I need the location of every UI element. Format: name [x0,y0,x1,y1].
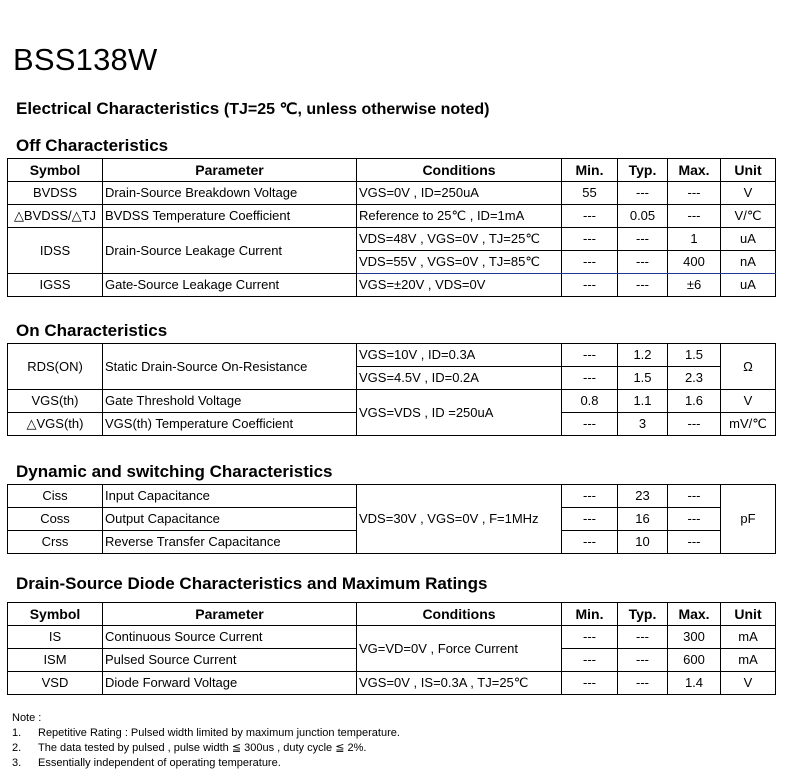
parameter-cell: VGS(th) Temperature Coefficient [103,413,357,436]
diode-section-title: Drain-Source Diode Characteristics and Maximum Ratings [16,574,488,593]
symbol-cell: Coss [8,508,103,531]
parameter-cell: Continuous Source Current [103,626,357,649]
unit-cell: uA [721,228,776,251]
unit-cell: V [721,672,776,695]
min-cell: 55 [562,182,618,205]
electrical-title-text: Electrical Characteristics [16,99,220,118]
table-row [8,672,776,695]
table-header-row [8,159,776,182]
header-conditions: Conditions [357,159,562,182]
table-row [8,626,776,649]
dynamic-section-title: Dynamic and switching Characteristics [16,462,333,481]
max-cell: --- [668,485,721,508]
typ-cell: 16 [618,508,668,531]
max-cell: 1 [668,228,721,251]
header-symbol: Symbol [8,603,103,626]
table-row [8,344,776,367]
header-parameter: Parameter [103,603,357,626]
notes-block [12,711,400,771]
parameter-cell: Static Drain-Source On-Resistance [103,344,357,390]
unit-cell: mA [721,626,776,649]
min-cell: --- [562,508,618,531]
on-section-title: On Characteristics [16,321,168,340]
unit-cell: mA [721,649,776,672]
parameter-cell: Gate-Source Leakage Current [103,274,357,297]
symbol-cell: IDSS [8,228,103,274]
table-row [8,485,776,508]
unit-cell: uA [721,274,776,297]
conditions-cell: VGS=±20V , VDS=0V [357,274,562,297]
off-characteristics-table [7,158,776,297]
max-cell: 600 [668,649,721,672]
parameter-cell: Reverse Transfer Capacitance [103,531,357,554]
max-cell: --- [668,205,721,228]
symbol-cell: IGSS [8,274,103,297]
header-parameter: Parameter [103,159,357,182]
symbol-cell: VGS(th) [8,390,103,413]
min-cell: --- [562,413,618,436]
symbol-cell: ISM [8,649,103,672]
typ-cell: --- [618,228,668,251]
header-conditions: Conditions [357,603,562,626]
symbol-cell: BVDSS [8,182,103,205]
symbol-cell: Crss [8,531,103,554]
typ-cell: --- [618,182,668,205]
max-cell: --- [668,531,721,554]
conditions-cell: VGS=10V , ID=0.3A [357,344,562,367]
symbol-cell: Ciss [8,485,103,508]
min-cell: --- [562,531,618,554]
note-text: The data tested by pulsed , pulse width ≦ 300us , duty cycle ≦ 2%. [38,742,367,754]
conditions-cell: VGS=0V , IS=0.3A , TJ=25℃ [357,672,562,695]
min-cell: --- [562,251,618,274]
min-cell: --- [562,672,618,695]
typ-cell: 1.5 [618,367,668,390]
parameter-cell: Diode Forward Voltage [103,672,357,695]
max-cell: 400 [668,251,721,274]
conditions-cell: VG=VD=0V , Force Current [357,626,562,672]
unit-cell: Ω [721,344,776,390]
parameter-cell: Output Capacitance [103,508,357,531]
table-header-row [8,603,776,626]
symbol-cell: △BVDSS/△TJ [8,205,103,228]
min-cell: --- [562,626,618,649]
max-cell: 2.3 [668,367,721,390]
conditions-cell: VDS=55V , VGS=0V , TJ=85℃ [357,251,562,274]
typ-cell: 10 [618,531,668,554]
max-cell: 300 [668,626,721,649]
min-cell: --- [562,344,618,367]
parameter-cell: Drain-Source Leakage Current [103,228,357,274]
on-characteristics-table [7,343,776,436]
header-unit: Unit [721,603,776,626]
note-number: 2. [12,742,22,754]
note-text: Repetitive Rating : Pulsed width limited by maximum junction temperature. [38,727,400,739]
min-cell: --- [562,228,618,251]
typ-cell: --- [618,274,668,297]
note-number: 3. [12,757,22,769]
symbol-cell: IS [8,626,103,649]
unit-cell: V/℃ [721,205,776,228]
symbol-cell: △VGS(th) [8,413,103,436]
off-section-title: Off Characteristics [16,136,169,155]
note-text: Essentially independent of operating temperature. [38,757,281,769]
min-cell: --- [562,649,618,672]
max-cell: 1.4 [668,672,721,695]
header-symbol: Symbol [8,159,103,182]
unit-cell: mV/℃ [721,413,776,436]
max-cell: ±6 [668,274,721,297]
conditions-cell: VGS=0V , ID=250uA [357,182,562,205]
dynamic-characteristics-table [7,484,776,554]
typ-cell: 23 [618,485,668,508]
max-cell: --- [668,508,721,531]
note-item [12,756,400,771]
note-item [12,741,400,756]
max-cell: --- [668,182,721,205]
unit-cell: nA [721,251,776,274]
typ-cell: --- [618,672,668,695]
conditions-cell: VDS=48V , VGS=0V , TJ=25℃ [357,228,562,251]
header-min: Min. [562,603,618,626]
typ-cell: --- [618,649,668,672]
note-number: 1. [12,727,22,739]
typ-cell: 3 [618,413,668,436]
typ-cell: --- [618,626,668,649]
note-item [12,726,400,741]
typ-cell: 0.05 [618,205,668,228]
unit-cell: pF [721,485,776,554]
min-cell: --- [562,485,618,508]
parameter-cell: Pulsed Source Current [103,649,357,672]
header-typ: Typ. [618,159,668,182]
unit-cell: V [721,390,776,413]
electrical-title-note: (TJ=25 ℃, unless otherwise noted) [223,101,490,118]
conditions-cell: VGS=4.5V , ID=0.2A [357,367,562,390]
header-max: Max. [668,159,721,182]
typ-cell: --- [618,251,668,274]
parameter-cell: Input Capacitance [103,485,357,508]
parameter-cell: Drain-Source Breakdown Voltage [103,182,357,205]
parameter-cell: Gate Threshold Voltage [103,390,357,413]
part-number: BSS138W [13,42,158,77]
max-cell: 1.6 [668,390,721,413]
min-cell: --- [562,367,618,390]
min-cell: --- [562,274,618,297]
table-row [8,274,776,297]
electrical-characteristics-title [16,98,490,121]
conditions-cell: VDS=30V , VGS=0V , F=1MHz [357,485,562,554]
table-row [8,390,776,413]
symbol-cell: VSD [8,672,103,695]
header-max: Max. [668,603,721,626]
header-unit: Unit [721,159,776,182]
typ-cell: 1.1 [618,390,668,413]
header-typ: Typ. [618,603,668,626]
symbol-cell: RDS(ON) [8,344,103,390]
max-cell: --- [668,413,721,436]
conditions-cell: Reference to 25℃ , ID=1mA [357,205,562,228]
notes-label: Note : [12,712,42,724]
table-row [8,182,776,205]
min-cell: --- [562,205,618,228]
unit-cell: V [721,182,776,205]
max-cell: 1.5 [668,344,721,367]
table-row [8,205,776,228]
parameter-cell: BVDSS Temperature Coefficient [103,205,357,228]
diode-characteristics-table [7,602,776,695]
table-row [8,228,776,251]
header-min: Min. [562,159,618,182]
conditions-cell: VGS=VDS , ID =250uA [357,390,562,436]
min-cell: 0.8 [562,390,618,413]
typ-cell: 1.2 [618,344,668,367]
